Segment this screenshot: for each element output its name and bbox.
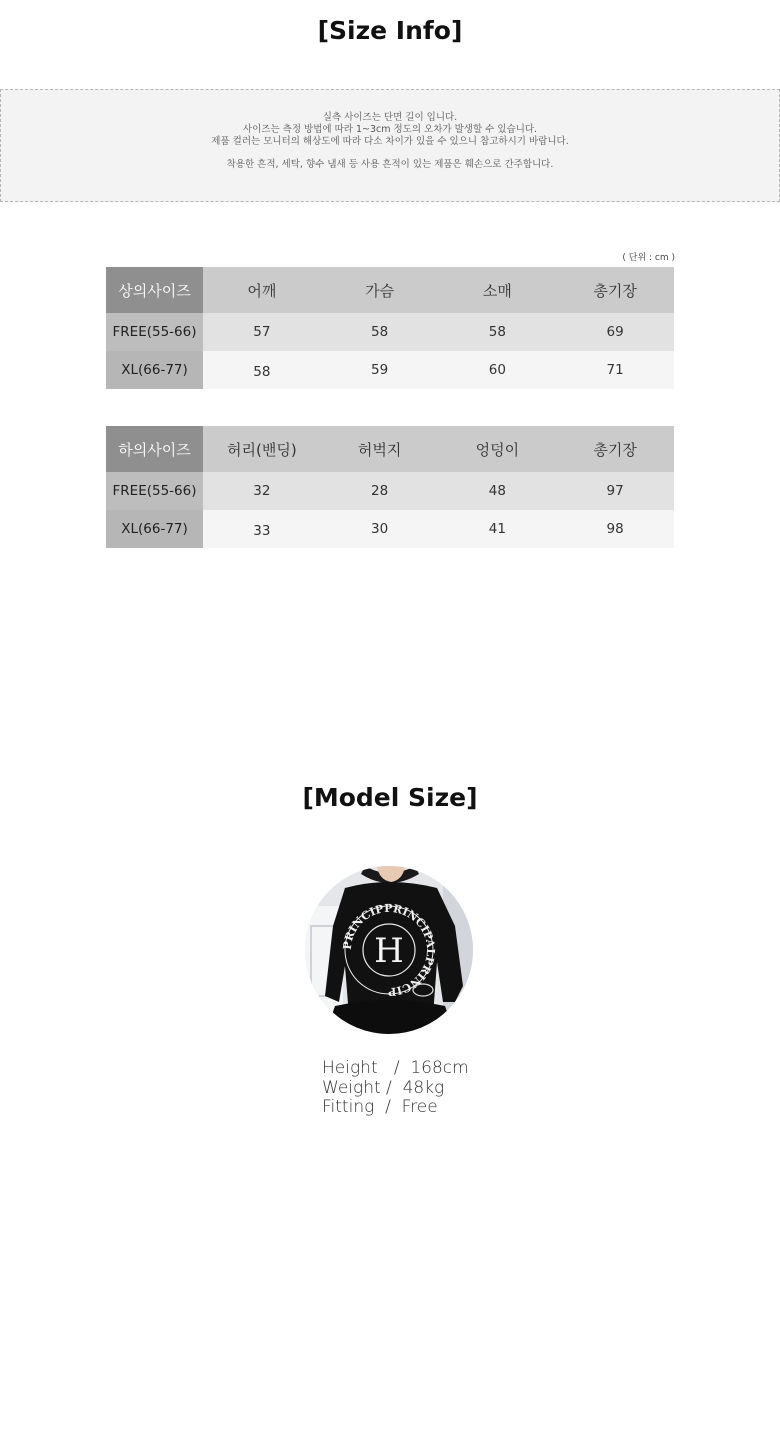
row-size-label: FREE(55-66) [106, 472, 203, 510]
table-header-row [106, 426, 674, 472]
table-cell: 30 [321, 510, 439, 548]
table-row [106, 313, 674, 351]
row-size-label: XL(66-77) [106, 510, 203, 548]
print-ring-text: PRINCIPPRINCIPALPRINCIP [340, 901, 438, 999]
model-photo [305, 866, 473, 1034]
table-cell: 69 [556, 313, 674, 351]
table-header-cell: 총기장 [556, 267, 674, 313]
top-size-table [106, 267, 674, 389]
table-cell: 97 [556, 472, 674, 510]
table-header-cell: 가슴 [321, 267, 439, 313]
table-row [106, 472, 674, 510]
model-photo-illustration [305, 866, 473, 1034]
table-header-cell: 소매 [439, 267, 557, 313]
table-header-cell: 하의사이즈 [106, 426, 203, 472]
model-info [322, 1059, 469, 1118]
table-header-cell: 허벅지 [321, 426, 439, 472]
table-cell-value: 33 [253, 523, 271, 539]
model-weight: Weight / 48kg [322, 1077, 445, 1098]
table-cell: 58 [321, 313, 439, 351]
table-header-cell: 총기장 [556, 426, 674, 472]
notice-line: 실측 사이즈는 단면 길이 입니다. [322, 112, 458, 123]
table-cell: 59 [321, 351, 439, 389]
table-cell: 58 [439, 313, 557, 351]
table-cell: 71 [556, 351, 674, 389]
notice-line: 착용한 흔적, 세탁, 향수 냄새 등 사용 흔적이 있는 제품은 훼손으로 간주합니다. [226, 159, 554, 170]
table-cell [203, 510, 321, 548]
table-cell: 28 [321, 472, 439, 510]
table-cell: 60 [439, 351, 557, 389]
bottom-size-table [106, 426, 674, 548]
table-row [106, 510, 674, 548]
unit-label: ( 단위 : cm ) [622, 253, 675, 263]
table-cell-value: 58 [253, 364, 271, 380]
table-cell [203, 351, 321, 389]
table-header-cell: 허리(밴딩) [203, 426, 321, 472]
notice-line: 사이즈는 측정 방법에 따라 1~3cm 정도의 오차가 발생할 수 있습니다. [242, 124, 538, 135]
print-letter: H [374, 931, 404, 971]
table-header-cell: 상의사이즈 [106, 267, 203, 313]
row-size-label: XL(66-77) [106, 351, 203, 389]
table-cell: 41 [439, 510, 557, 548]
table-cell: 48 [439, 472, 557, 510]
table-header-cell: 엉덩이 [439, 426, 557, 472]
model-fitting: Fitting / Free [322, 1097, 438, 1117]
table-header-row [106, 267, 674, 313]
table-row [106, 351, 674, 389]
table-cell: 57 [203, 313, 321, 351]
notice-line: 제품 컬러는 모니터의 해상도에 따라 다소 차이가 있을 수 있으니 참고하시기 바랍니다. [211, 136, 569, 147]
table-cell: 98 [556, 510, 674, 548]
model-size-title: [Model Size] [302, 783, 478, 812]
model-height: Height / 168cm [322, 1058, 469, 1078]
table-header-cell: 어깨 [203, 267, 321, 313]
size-info-title: [Size Info] [317, 16, 463, 45]
table-cell: 32 [203, 472, 321, 510]
size-notice-box [0, 89, 780, 202]
row-size-label: FREE(55-66) [106, 313, 203, 351]
